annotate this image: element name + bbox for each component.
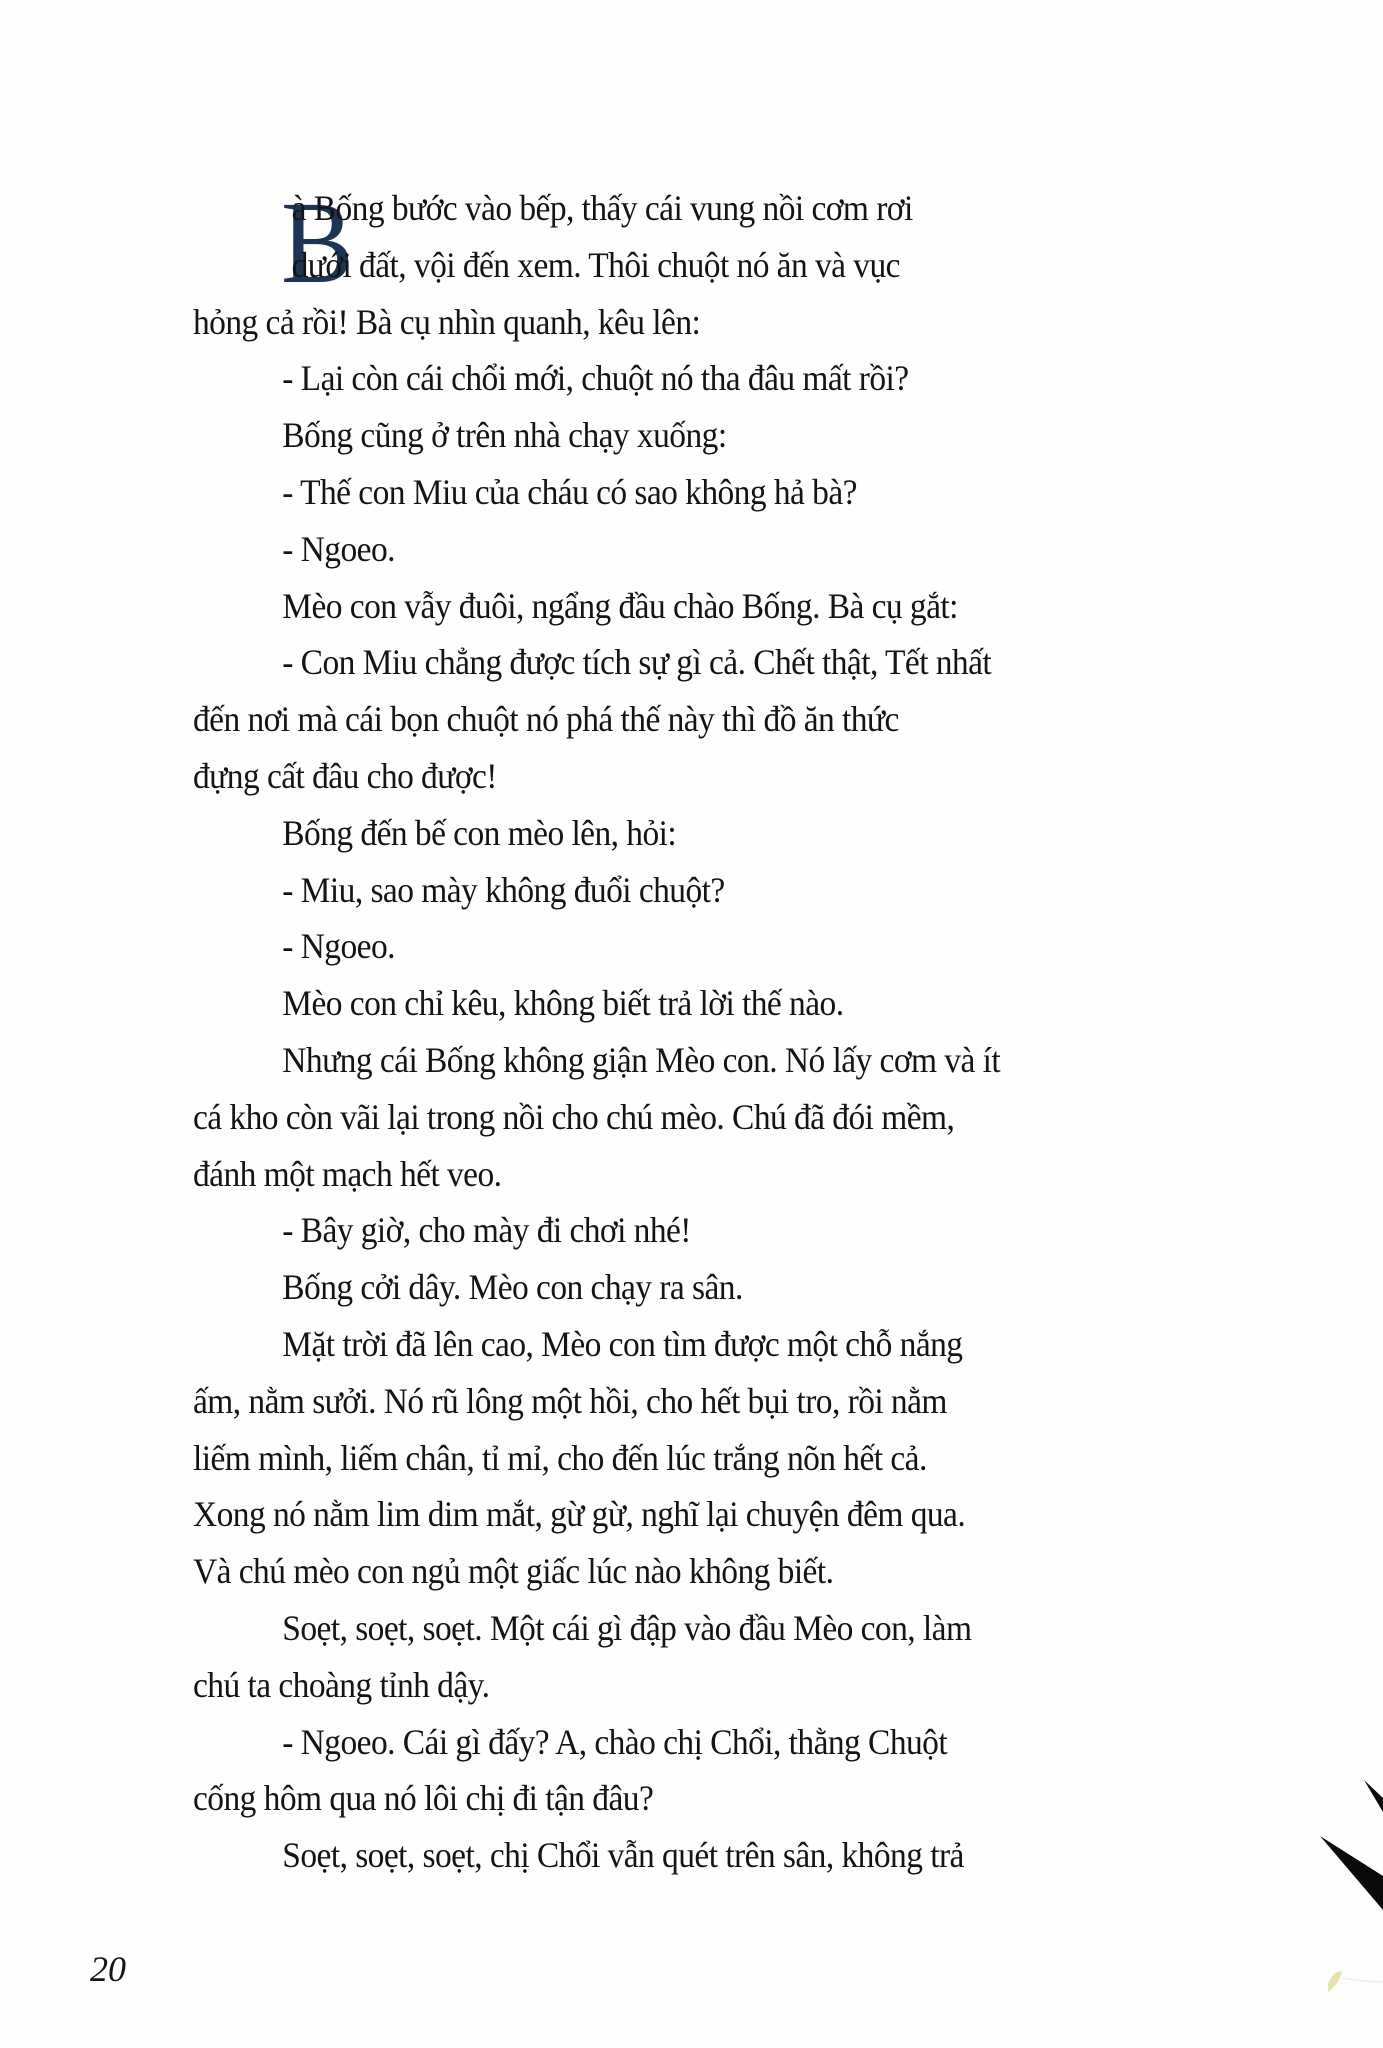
text-line: hỏng cả rồi! Bà cụ nhìn quanh, kêu lên: — [193, 301, 701, 342]
page-number: 20 — [90, 1949, 126, 1989]
text-line: Và chú mèo con ngủ một giấc lúc nào không biết. — [193, 1551, 834, 1592]
text-line: - Ngoeo. — [282, 926, 395, 967]
text-line: cá kho còn vãi lại trong nồi cho chú mèo. Chú đã đói mềm, — [193, 1096, 955, 1137]
text-line: - Lại còn cái chổi mới, chuột nó tha đâu mất rồi? — [282, 358, 909, 399]
text-line: Bống cũng ở trên nhà chạy xuống: — [282, 415, 727, 456]
drop-cap: B — [281, 177, 354, 308]
text-line: đánh một mạch hết veo. — [193, 1153, 502, 1194]
text-line: đến nơi mà cái bọn chuột nó phá thế này thì đồ ăn thức — [193, 699, 899, 740]
text-line: - Thế con Miu của cháu có sao không hả bà? — [282, 471, 857, 512]
text-line: Mèo con vẫy đuôi, ngẩng đầu chào Bống. Bà cụ gắt: — [282, 585, 958, 626]
text-line: - Ngoeo. — [282, 528, 395, 569]
text-line: Mèo con chỉ kêu, không biết trả lời thế nào. — [282, 983, 844, 1024]
story-text — [193, 177, 1273, 1884]
text-line: à Bống bước vào bếp, thấy cái vung nồi cơm rơi — [291, 188, 913, 228]
text-line: cống hôm qua nó lôi chị đi tận đâu? — [193, 1778, 654, 1819]
text-line: - Miu, sao mày không đuổi chuột? — [282, 869, 725, 910]
text-line: - Ngoeo. Cái gì đấy? A, chào chị Chổi, thằng Chuột — [282, 1721, 948, 1762]
text-line: đựng cất đâu cho được! — [193, 755, 497, 796]
text-line: Xong nó nằm lim dim mắt, gừ gừ, nghĩ lại chuyện đêm qua. — [193, 1494, 966, 1535]
text-line: - Con Miu chẳng được tích sự gì cả. Chết thật, Tết nhất — [282, 642, 992, 683]
text-line: ấm, nằm sưởi. Nó rũ lông một hồi, cho hết bụi tro, rồi nằm — [193, 1380, 947, 1421]
text-line: Bống đến bế con mèo lên, hỏi: — [282, 812, 677, 853]
text-line: liếm mình, liếm chân, tỉ mỉ, cho đến lúc trắng nõn hết cả. — [193, 1437, 927, 1478]
text-line: chú ta choàng tỉnh dậy. — [193, 1664, 490, 1705]
text-line: Nhưng cái Bống không giận Mèo con. Nó lấy cơm và ít — [282, 1039, 1001, 1080]
text-line: - Bây giờ, cho mày đi chơi nhé! — [282, 1210, 691, 1251]
text-line: dưới đất, vội đến xem. Thôi chuột nó ăn và vục — [291, 244, 900, 285]
text-line: Soẹt, soẹt, soẹt. Một cái gì đập vào đầu Mèo con, làm — [282, 1607, 972, 1648]
text-line: Mặt trời đã lên cao, Mèo con tìm được một chỗ nắng — [282, 1323, 963, 1364]
text-line: Soẹt, soẹt, soẹt, chị Chổi vẫn quét trên sân, không trả — [282, 1835, 964, 1876]
black-spike-illustration-icon — [1290, 1760, 1383, 2020]
text-line: Bống cởi dây. Mèo con chạy ra sân. — [282, 1267, 743, 1308]
